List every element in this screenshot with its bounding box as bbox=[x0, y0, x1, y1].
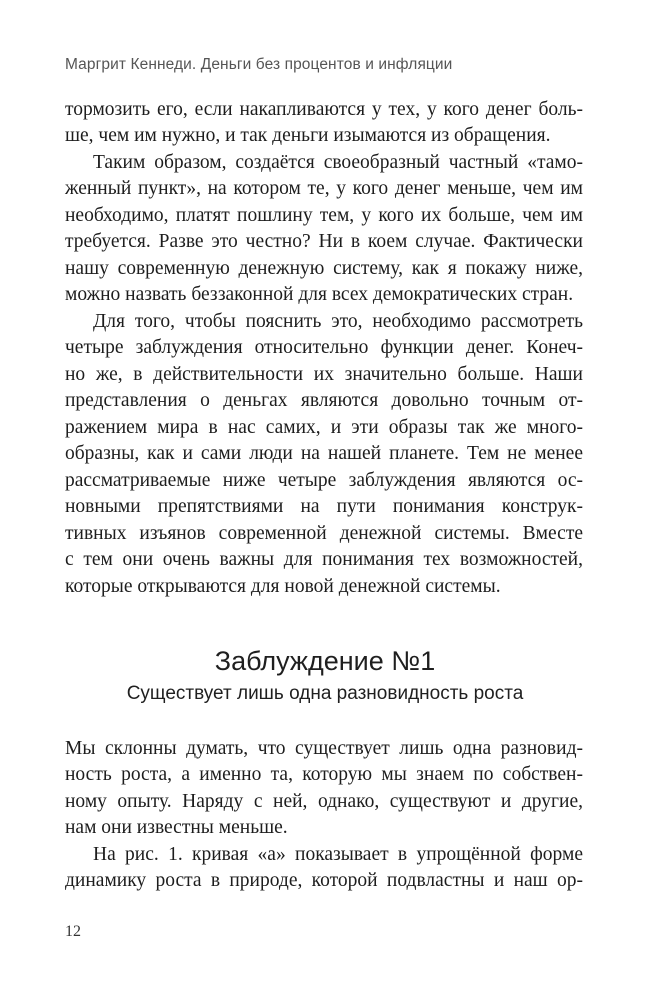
text-line: представления о деньгах являются довольно точным от- bbox=[65, 390, 583, 411]
text-line: динамику роста в природе, которой подвластны и наш ор- bbox=[65, 870, 583, 891]
text-line: но же, в действительности их значительно больше. Наши bbox=[65, 364, 583, 385]
text-line: требуется. Разве это честно? Ни в коем случае. Фактически bbox=[65, 231, 583, 252]
page-number: 12 bbox=[65, 923, 81, 940]
text-line: которые открываются для новой денежной системы. bbox=[65, 576, 501, 597]
text-line: рассматриваемые ниже четыре заблуждения являются ос- bbox=[65, 470, 583, 491]
text-line: четыре заблуждения относительно функции денег. Конеч- bbox=[65, 337, 583, 358]
text-line: тормозить его, если накапливаются у тех, у кого денег боль- bbox=[65, 99, 583, 120]
text-line: ному опыту. Наряду с ней, однако, существуют и другие, bbox=[65, 791, 583, 812]
text-line: нашу современную денежную систему, как я покажу ниже, bbox=[65, 258, 583, 279]
section-subheading: Существует лишь одна разновидность роста bbox=[126, 683, 524, 704]
text-line: новными препятствиями на пути понимания конструк- bbox=[65, 496, 583, 517]
text-line: На рис. 1. кривая «а» показывает в упрощённой форме bbox=[93, 844, 583, 865]
text-line: ше, чем им нужно, и так деньги изымаются из обращения. bbox=[65, 125, 551, 146]
text-line: с тем они очень важны для понимания тех возможностей, bbox=[65, 549, 583, 570]
text-line: нам они известны меньше. bbox=[65, 817, 288, 838]
text-line: женный пункт», на котором те, у кого денег меньше, чем им bbox=[65, 178, 583, 199]
text-line: тивных изъянов современной денежной системы. Вместе bbox=[65, 523, 583, 544]
text-line: ражением мира в нас самих, и эти образы так же много- bbox=[65, 417, 583, 438]
text-line: Мы склонны думать, что существует лишь одна разновид- bbox=[65, 738, 583, 759]
text-line: можно назвать беззаконной для всех демократических стран. bbox=[65, 284, 574, 305]
text-line: необходимо, платят пошлину тем, у кого их больше, чем им bbox=[65, 205, 583, 226]
text-line: образны, как и сами люди на нашей планете. Тем не менее bbox=[65, 443, 583, 464]
text-line: ность роста, а именно та, которую мы знаем по собствен- bbox=[65, 764, 583, 785]
running-header: Маргрит Кеннеди. Деньги без процентов и инфляции bbox=[65, 56, 453, 73]
section-heading: Заблуждение №1 bbox=[214, 646, 436, 676]
text-line: Таким образом, создаётся своеобразный частный «тамо- bbox=[93, 152, 583, 173]
text-line: Для того, чтобы пояснить это, необходимо рассмотреть bbox=[93, 311, 583, 332]
